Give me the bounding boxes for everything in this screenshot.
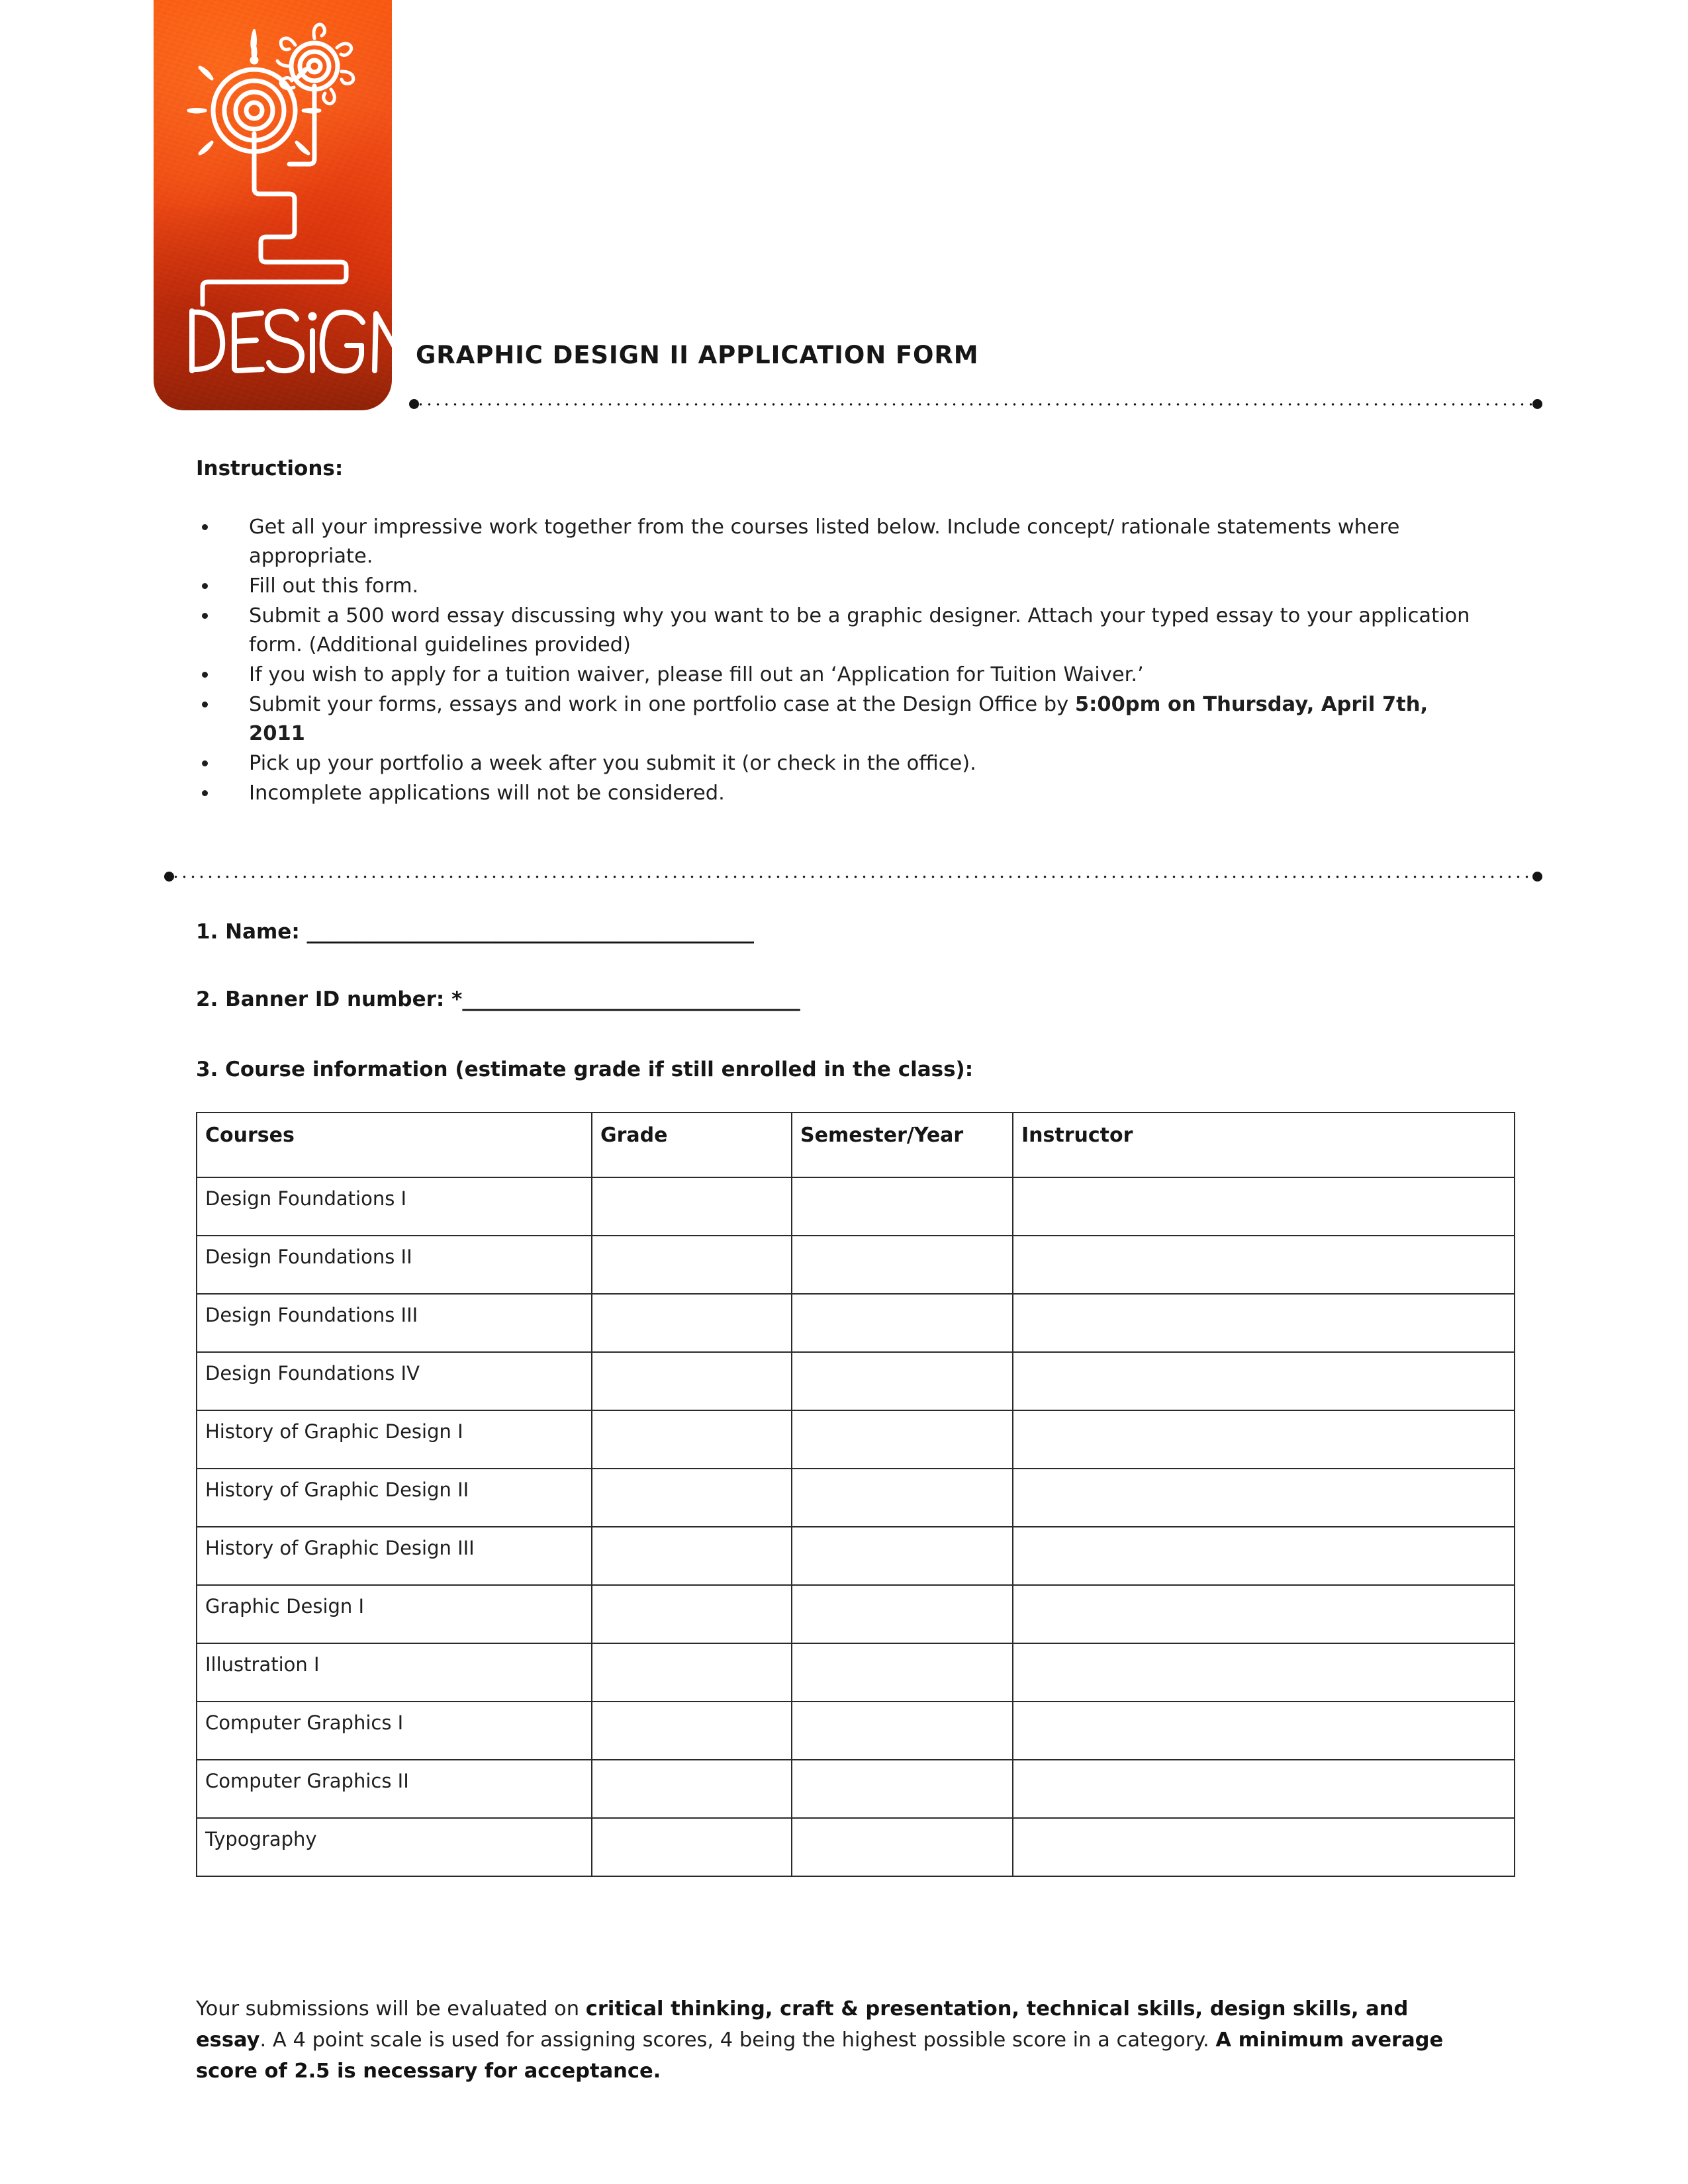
name-input[interactable]: _____________________________________________ bbox=[306, 920, 754, 944]
cell-semester-year[interactable] bbox=[792, 1702, 1013, 1760]
column-header-instructor: Instructor bbox=[1013, 1113, 1515, 1177]
cell-course: Design Foundations III bbox=[197, 1294, 592, 1352]
column-header-courses: Courses bbox=[197, 1113, 592, 1177]
instructions-heading: Instructions: bbox=[196, 457, 344, 480]
design-logo-artwork bbox=[154, 0, 392, 410]
page-title: GRAPHIC DESIGN II APPLICATION FORM bbox=[416, 341, 979, 369]
table-row bbox=[197, 1702, 1515, 1760]
bullet-icon bbox=[202, 790, 208, 796]
cell-grade[interactable] bbox=[592, 1294, 792, 1352]
required-asterisk-icon: * bbox=[451, 987, 463, 1011]
cell-semester-year[interactable] bbox=[792, 1818, 1013, 1876]
cell-semester-year[interactable] bbox=[792, 1469, 1013, 1527]
divider-dot-right bbox=[1532, 399, 1542, 409]
instruction-text: Fill out this form. bbox=[249, 574, 419, 598]
instruction-text: If you wish to apply for a tuition waiver, please fill out an ‘Application for Tuition Waiver.’ bbox=[249, 663, 1144, 686]
divider-top bbox=[409, 397, 1542, 412]
cell-grade[interactable] bbox=[592, 1702, 792, 1760]
courses-table-body bbox=[197, 1177, 1515, 1876]
courses-table bbox=[196, 1112, 1515, 1877]
cell-instructor[interactable] bbox=[1013, 1585, 1515, 1643]
list-item bbox=[196, 690, 1483, 749]
cell-instructor[interactable] bbox=[1013, 1352, 1515, 1410]
list-item bbox=[196, 779, 1483, 808]
table-row bbox=[197, 1352, 1515, 1410]
cell-semester-year[interactable] bbox=[792, 1760, 1013, 1818]
cell-course: Graphic Design I bbox=[197, 1585, 592, 1643]
table-row bbox=[197, 1818, 1515, 1876]
cell-grade[interactable] bbox=[592, 1527, 792, 1585]
field-banner-id-label: 2. Banner ID number: bbox=[196, 987, 445, 1011]
cell-semester-year[interactable] bbox=[792, 1585, 1013, 1643]
list-item bbox=[196, 572, 1483, 601]
bullet-icon bbox=[202, 524, 208, 530]
bullet-icon bbox=[202, 583, 208, 589]
cell-semester-year[interactable] bbox=[792, 1352, 1013, 1410]
cell-semester-year[interactable] bbox=[792, 1643, 1013, 1702]
bullet-icon bbox=[202, 613, 208, 619]
divider-dots bbox=[171, 876, 1535, 878]
divider-dot-right bbox=[1532, 872, 1542, 882]
cell-instructor[interactable] bbox=[1013, 1177, 1515, 1236]
cell-grade[interactable] bbox=[592, 1352, 792, 1410]
instruction-text: Pick up your portfolio a week after you submit it (or check in the office). bbox=[249, 752, 976, 775]
evaluation-note-part1: Your submissions will be evaluated on bbox=[196, 1997, 586, 2021]
cell-grade[interactable] bbox=[592, 1818, 792, 1876]
table-row bbox=[197, 1236, 1515, 1294]
cell-course: Typography bbox=[197, 1818, 592, 1876]
table-row bbox=[197, 1469, 1515, 1527]
list-item bbox=[196, 749, 1483, 778]
table-row bbox=[197, 1527, 1515, 1585]
cell-grade[interactable] bbox=[592, 1236, 792, 1294]
cell-semester-year[interactable] bbox=[792, 1410, 1013, 1469]
cell-semester-year[interactable] bbox=[792, 1294, 1013, 1352]
evaluation-note-part2: . A 4 point scale is used for assigning scores, 4 being the highest possible score in a category. bbox=[259, 2028, 1216, 2052]
instruction-text: Incomplete applications will not be considered. bbox=[249, 782, 725, 805]
cell-course: History of Graphic Design III bbox=[197, 1527, 592, 1585]
cell-course: Computer Graphics I bbox=[197, 1702, 592, 1760]
cell-course: History of Graphic Design II bbox=[197, 1469, 592, 1527]
cell-grade[interactable] bbox=[592, 1643, 792, 1702]
cell-instructor[interactable] bbox=[1013, 1643, 1515, 1702]
cell-grade[interactable] bbox=[592, 1410, 792, 1469]
cell-instructor[interactable] bbox=[1013, 1818, 1515, 1876]
table-header-row bbox=[197, 1113, 1515, 1177]
table-row bbox=[197, 1177, 1515, 1236]
instruction-text: Submit your forms, essays and work in one portfolio case at the Design Office by bbox=[249, 693, 1075, 716]
cell-course: Design Foundations I bbox=[197, 1177, 592, 1236]
divider-middle bbox=[164, 870, 1542, 884]
cell-grade[interactable] bbox=[592, 1177, 792, 1236]
list-item bbox=[196, 660, 1483, 690]
field-name-label: 1. Name: bbox=[196, 920, 300, 944]
table-row bbox=[197, 1643, 1515, 1702]
list-item bbox=[196, 513, 1483, 571]
cell-instructor[interactable] bbox=[1013, 1702, 1515, 1760]
cell-instructor[interactable] bbox=[1013, 1294, 1515, 1352]
cell-semester-year[interactable] bbox=[792, 1527, 1013, 1585]
cell-course: Design Foundations IV bbox=[197, 1352, 592, 1410]
table-row bbox=[197, 1410, 1515, 1469]
table-row bbox=[197, 1585, 1515, 1643]
instructions-list bbox=[196, 513, 1483, 809]
cell-instructor[interactable] bbox=[1013, 1760, 1515, 1818]
cell-instructor[interactable] bbox=[1013, 1527, 1515, 1585]
cell-course: History of Graphic Design I bbox=[197, 1410, 592, 1469]
cell-grade[interactable] bbox=[592, 1760, 792, 1818]
bullet-icon bbox=[202, 760, 208, 766]
cell-semester-year[interactable] bbox=[792, 1177, 1013, 1236]
list-item bbox=[196, 602, 1483, 660]
banner-id-input[interactable]: __________________________________ bbox=[462, 987, 800, 1011]
divider-dots bbox=[416, 403, 1535, 406]
column-header-semester-year: Semester/Year bbox=[792, 1113, 1013, 1177]
design-logo-panel bbox=[154, 0, 392, 410]
cell-instructor[interactable] bbox=[1013, 1236, 1515, 1294]
field-course-info-label: 3. Course information (estimate grade if still enrolled in the class): bbox=[196, 1058, 974, 1081]
column-header-grade: Grade bbox=[592, 1113, 792, 1177]
cell-semester-year[interactable] bbox=[792, 1236, 1013, 1294]
evaluation-criteria: critical thinking, craft & presentation, technical skills, design skills, and essay bbox=[196, 1997, 1409, 2052]
cell-grade[interactable] bbox=[592, 1585, 792, 1643]
cell-course: Illustration I bbox=[197, 1643, 592, 1702]
instruction-text: Submit a 500 word essay discussing why you want to be a graphic designer. Attach your typed essay to your application form. (Additional guidelines provided) bbox=[249, 604, 1470, 657]
field-banner-id-row bbox=[196, 987, 800, 1011]
bullet-icon bbox=[202, 672, 208, 678]
instruction-text: Get all your impressive work together from the courses listed below. Include concept/ rationale statements where appropriate. bbox=[249, 516, 1400, 568]
evaluation-note bbox=[196, 1993, 1477, 2087]
bullet-icon bbox=[202, 702, 208, 707]
cell-course: Design Foundations II bbox=[197, 1236, 592, 1294]
minimum-score-note: A minimum average score of 2.5 is necessary for acceptance. bbox=[196, 2028, 1444, 2083]
cell-instructor[interactable] bbox=[1013, 1469, 1515, 1527]
table-row bbox=[197, 1294, 1515, 1352]
courses-table-head bbox=[197, 1113, 1515, 1177]
cell-instructor[interactable] bbox=[1013, 1410, 1515, 1469]
table-row bbox=[197, 1760, 1515, 1818]
field-name-row bbox=[196, 920, 754, 944]
cell-course: Computer Graphics II bbox=[197, 1760, 592, 1818]
instruction-deadline: 5:00pm on Thursday, April 7th, 2011 bbox=[249, 693, 1429, 745]
cell-grade[interactable] bbox=[592, 1469, 792, 1527]
